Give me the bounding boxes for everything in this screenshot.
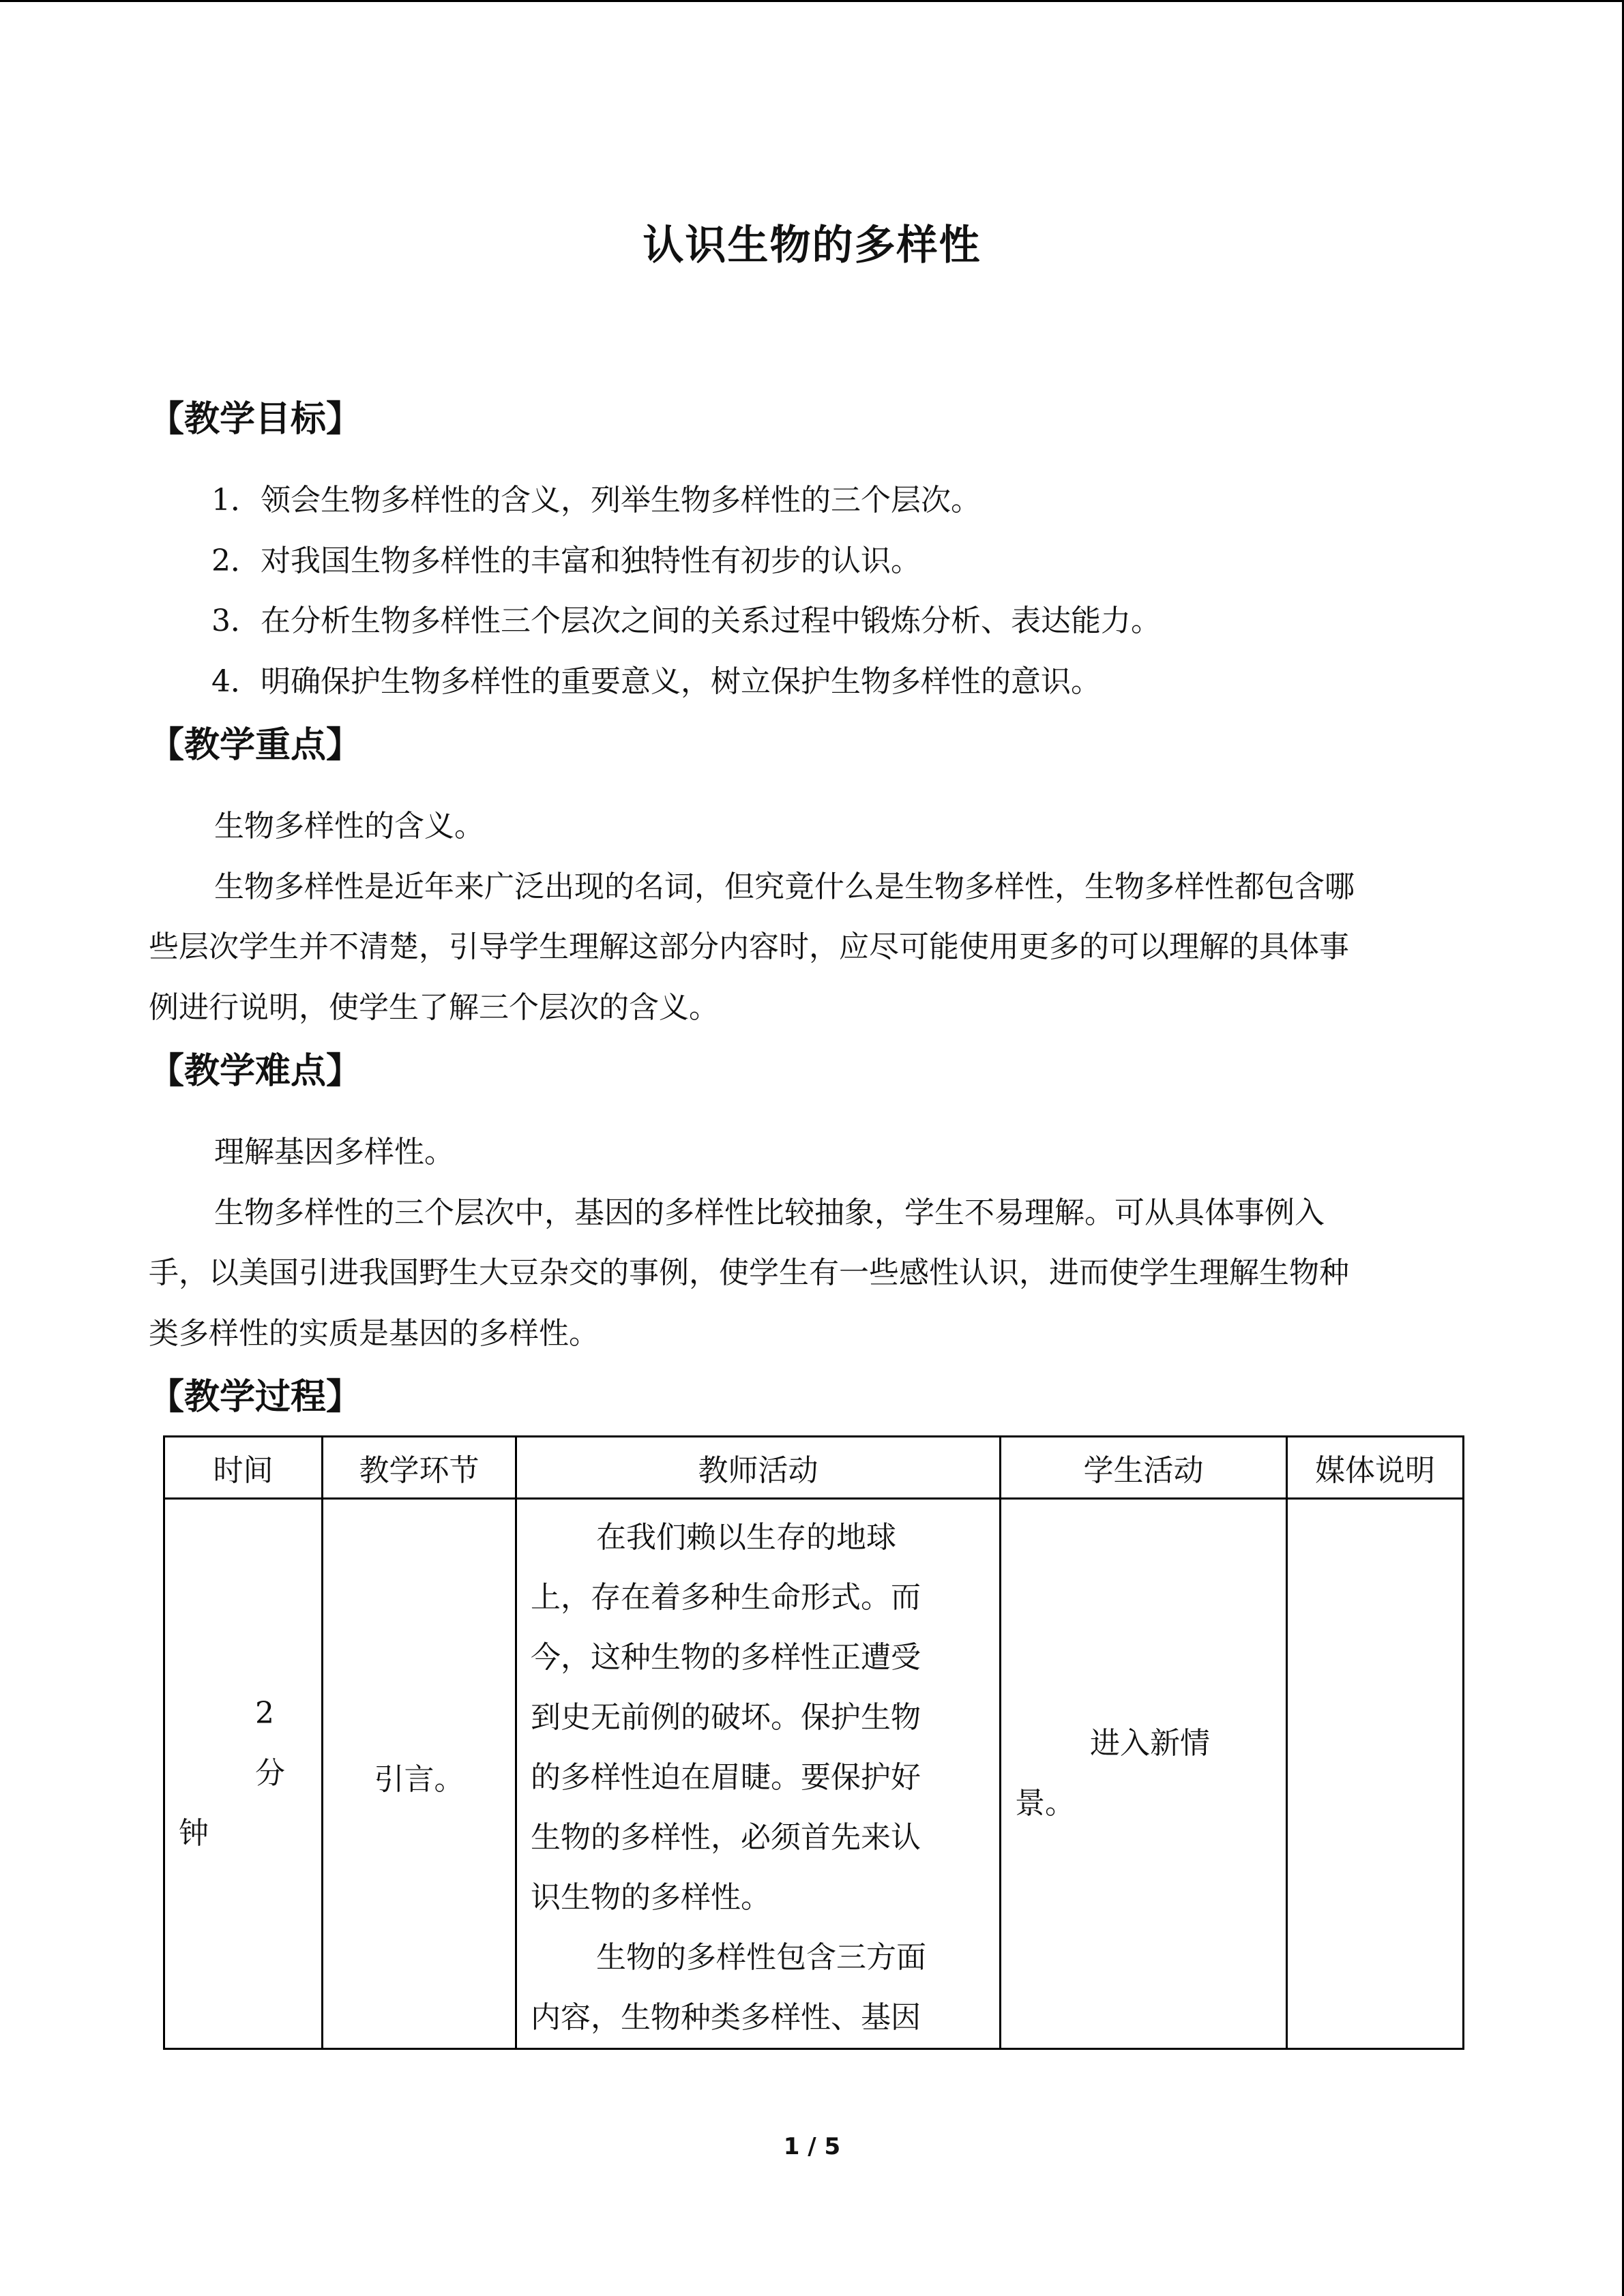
document-title: 认识生物的多样性 [643, 222, 981, 269]
cell-student-activity [1001, 1499, 1287, 2049]
time-line-1: 2 分 [255, 1696, 285, 1791]
teacher-line-7: 识生物的多样性。 [531, 1880, 771, 1915]
time-line-2: 钟 [179, 1816, 209, 1851]
teacher-line-1: 在我们赖以生存的地球 [596, 1520, 896, 1555]
goal-item-4: 4．明确保护生物多样性的重要意义，树立保护生物多样性的意识。 [211, 664, 1101, 699]
teacher-line-8: 生物的多样性包含三方面 [596, 1940, 926, 1975]
teacher-line-4: 到史无前例的破坏。保护生物 [531, 1700, 921, 1735]
cell-time [164, 1499, 323, 2049]
cell-media-notes [1287, 1499, 1464, 2049]
header-student-activity: 学生活动 [1001, 1437, 1287, 1499]
teacher-line-5: 的多样性迫在眉睫。要保护好 [531, 1760, 921, 1795]
header-media-notes: 媒体说明 [1287, 1437, 1464, 1499]
teacher-line-6: 生物的多样性，必须首先来认 [531, 1820, 921, 1855]
stage-text: 引言。 [374, 1762, 464, 1797]
difficulty-paragraph-line-1: 生物多样性的三个层次中，基因的多样性比较抽象，学生不易理解。可从具体事例入 [214, 1195, 1325, 1230]
teacher-line-2: 上，存在着多种生命形式。而 [531, 1580, 921, 1615]
teacher-line-9: 内容，生物种类多样性、基因 [531, 2000, 921, 2035]
focus-summary: 生物多样性的含义。 [214, 809, 484, 844]
table-header-row [164, 1437, 1464, 1499]
focus-paragraph-line-3: 例进行说明，使学生了解三个层次的含义。 [149, 990, 719, 1025]
student-line-1: 进入新情 [1090, 1726, 1210, 1761]
focus-paragraph-line-2: 些层次学生并不清楚，引导学生理解这部分内容时，应尽可能使用更多的可以理解的具体事 [149, 929, 1349, 964]
header-stage: 教学环节 [323, 1437, 516, 1499]
page-number: 1 / 5 [783, 2133, 841, 2160]
focus-paragraph-line-1: 生物多样性是近年来广泛出现的名词，但究竟什么是生物多样性，生物多样性都包含哪 [214, 869, 1355, 904]
student-line-2: 景。 [1015, 1786, 1075, 1821]
difficulty-summary: 理解基因多样性。 [214, 1135, 454, 1169]
difficulty-paragraph-line-3: 类多样性的实质是基因的多样性。 [149, 1316, 599, 1351]
heading-teaching-focus: 【教学重点】 [149, 725, 362, 766]
difficulty-paragraph-line-2: 手，以美国引进我国野生大豆杂交的事例，使学生有一些感性认识，进而使学生理解生物种 [149, 1255, 1349, 1290]
table-row [164, 1499, 1464, 2049]
cell-teacher-activity [516, 1499, 1001, 2049]
cell-stage [323, 1499, 516, 2049]
heading-teaching-goals: 【教学目标】 [149, 399, 362, 440]
heading-teaching-difficulty: 【教学难点】 [149, 1051, 362, 1092]
teaching-process-table [163, 1435, 1464, 2050]
teacher-line-3: 今，这种生物的多样性正遭受 [531, 1640, 921, 1675]
goal-item-3: 3．在分析生物多样性三个层次之间的关系过程中锻炼分析、表达能力。 [211, 603, 1161, 638]
page-top-border [0, 0, 1624, 2]
header-teacher-activity: 教师活动 [516, 1437, 1001, 1499]
heading-teaching-process: 【教学过程】 [149, 1377, 362, 1418]
header-time: 时间 [164, 1437, 323, 1499]
goal-item-1: 1．领会生物多样性的含义，列举生物多样性的三个层次。 [211, 483, 981, 518]
goal-item-2: 2．对我国生物多样性的丰富和独特性有初步的认识。 [211, 543, 921, 578]
